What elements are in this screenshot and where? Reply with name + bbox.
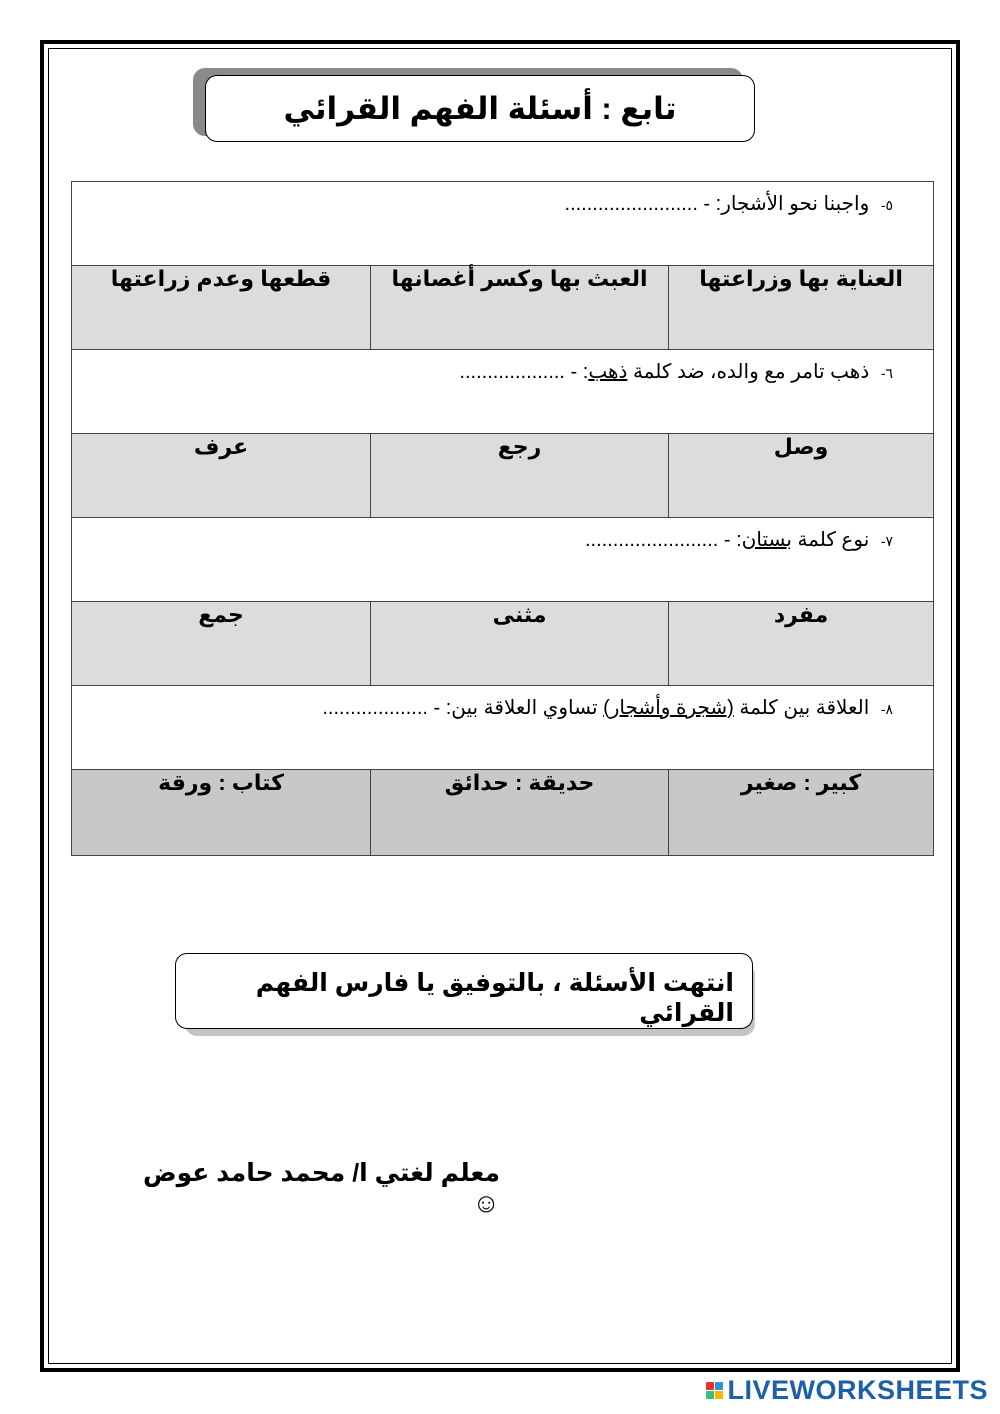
question-cell xyxy=(72,518,934,602)
question-text xyxy=(72,182,933,219)
question-text xyxy=(72,518,933,555)
brand-name: LIVEWORKSHEETS xyxy=(727,1375,988,1405)
question-prompt-end: : - ................... xyxy=(459,361,589,383)
page-title: تابع : أسئلة الفهم القرائي xyxy=(205,75,755,142)
question-text xyxy=(72,686,933,723)
underlined-word: ذهب xyxy=(588,361,628,383)
question-cell xyxy=(72,686,934,770)
question-prompt: نوع كلمة xyxy=(791,529,870,551)
question-prompt: العلاقة بين كلمة xyxy=(733,697,870,719)
question-cell xyxy=(72,350,934,434)
question-cell xyxy=(72,182,934,266)
option-cell[interactable]: العناية بها وزراعتها xyxy=(669,266,934,350)
liveworksheets-logo-icon xyxy=(706,1382,723,1399)
options-row xyxy=(72,266,934,350)
question-number: ٥- xyxy=(880,197,894,213)
option-cell[interactable]: كتاب : ورقة xyxy=(72,770,371,856)
teacher-name: معلم لغتي ا/ محمد حامد عوض xyxy=(142,1159,500,1187)
underlined-word: بستان xyxy=(741,529,792,551)
options-row xyxy=(72,770,934,856)
question-text xyxy=(72,350,933,387)
question-prompt: واجبنا نحو الأشجار: - ........................ xyxy=(564,193,870,215)
option-cell[interactable]: مثنى xyxy=(371,602,669,686)
question-row xyxy=(72,182,934,266)
closing-message: انتهت الأسئلة ، بالتوفيق يا فارس الفهم القرائي xyxy=(175,953,753,1029)
option-cell[interactable]: مفرد xyxy=(669,602,934,686)
teacher-signature xyxy=(120,1158,500,1219)
option-cell[interactable]: حديقة : حدائق xyxy=(371,770,669,856)
options-row xyxy=(72,434,934,518)
option-cell[interactable]: رجع xyxy=(371,434,669,518)
question-number: ٦- xyxy=(880,365,894,381)
options-row xyxy=(72,602,934,686)
liveworksheets-brand[interactable] xyxy=(706,1375,988,1406)
smiley-icon: ☺ xyxy=(472,1188,500,1218)
option-cell[interactable]: وصل xyxy=(669,434,934,518)
option-cell[interactable]: قطعها وعدم زراعتها xyxy=(72,266,371,350)
option-cell[interactable]: عرف xyxy=(72,434,371,518)
underlined-word: (شجرة وأشجار) xyxy=(603,697,734,719)
question-row xyxy=(72,686,934,770)
option-cell[interactable]: العبث بها وكسر أغصانها xyxy=(371,266,669,350)
option-cell[interactable]: جمع xyxy=(72,602,371,686)
question-prompt-end: تساوي العلاقة بين: - ................... xyxy=(322,697,604,719)
question-row xyxy=(72,518,934,602)
option-cell[interactable]: كبير : صغير xyxy=(669,770,934,856)
question-row xyxy=(72,350,934,434)
question-number: ٨- xyxy=(880,701,894,717)
question-prompt-end: : - ........................ xyxy=(584,529,742,551)
question-prompt: ذهب تامر مع والده، ضد كلمة xyxy=(627,361,870,383)
question-number: ٧- xyxy=(880,533,894,549)
questions-table xyxy=(71,181,934,856)
